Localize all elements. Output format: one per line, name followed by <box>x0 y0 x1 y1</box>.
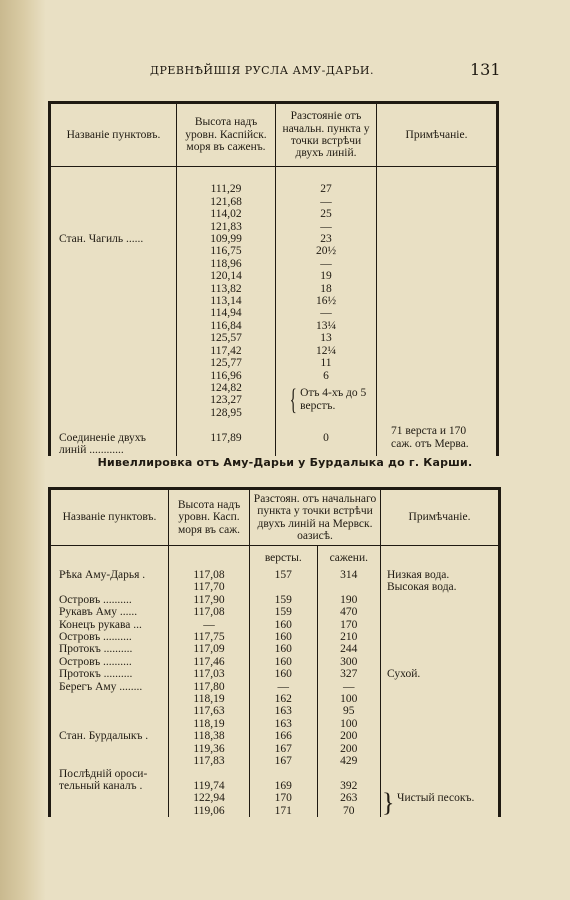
header-name: Названіе пунктовъ. <box>50 103 177 167</box>
height-value: 122,94 <box>193 792 225 805</box>
height-value: 117,09 <box>193 643 225 656</box>
distance-value: 13¼ <box>315 319 337 332</box>
header-name: Названіе пунктовъ. <box>50 489 169 546</box>
height-value: 121,68 <box>210 195 242 208</box>
distance-value: 16½ <box>315 295 337 308</box>
point-name <box>51 196 176 208</box>
note-line <box>387 606 498 618</box>
point-name: линій ............ <box>59 443 124 456</box>
brace-text-line: верстъ. <box>300 400 336 413</box>
versts-value: 167 <box>274 755 292 768</box>
brace-icon: } <box>382 788 395 817</box>
height-value: 118,19 <box>193 693 225 706</box>
sazhens-value: 190 <box>340 593 358 606</box>
note-column <box>377 167 498 457</box>
point-name: Протокъ .......... <box>59 643 133 656</box>
height-value: 109,99 <box>210 233 242 246</box>
point-name <box>51 258 176 270</box>
distance-value: 6 <box>323 369 329 382</box>
note-line <box>387 631 498 643</box>
point-name: Островъ .......... <box>59 655 132 668</box>
versts-value <box>250 768 317 780</box>
versts-column <box>250 566 318 817</box>
height-value: 117,08 <box>193 569 225 581</box>
distance-value: 25 <box>320 208 332 221</box>
versts-value: 166 <box>274 730 292 743</box>
point-name: Послѣдній ороси- <box>59 767 148 780</box>
height-value: 117,63 <box>193 705 225 718</box>
point-name <box>51 171 176 183</box>
height-value: 124,82 <box>210 381 242 394</box>
note-line: Сухой. <box>387 668 421 681</box>
height-value: 125,57 <box>210 332 242 345</box>
versts-value: 170 <box>274 792 292 805</box>
point-name <box>51 307 176 319</box>
point-name: Стан. Бурдалыкъ . <box>59 730 149 743</box>
note-line <box>387 656 498 668</box>
point-name <box>51 394 176 406</box>
heights-column <box>169 566 250 817</box>
versts-value: 159 <box>274 593 292 606</box>
table-burdalyk <box>48 487 501 817</box>
sazhens-value: 200 <box>340 742 358 755</box>
distance-value: — <box>320 307 332 320</box>
point-name: Соединеніе двухъ <box>59 431 147 444</box>
point-name <box>51 718 168 730</box>
height-value: 117,83 <box>193 755 225 768</box>
note-line <box>387 693 498 705</box>
distance-value: — <box>320 220 332 233</box>
height-value: 111,29 <box>210 183 242 196</box>
sazhens-value: — <box>343 680 355 693</box>
point-name <box>51 693 168 705</box>
versts-value: 163 <box>274 705 292 718</box>
distance-value: 11 <box>320 357 332 370</box>
sazhens-value: 200 <box>340 730 358 743</box>
height-value <box>169 768 249 780</box>
point-name: Стан. Чагиль ...... <box>59 233 144 246</box>
header-height: Высота надъ уровн. Касп. моря въ саж. <box>169 489 250 546</box>
versts-value: — <box>277 680 290 693</box>
versts-value: 157 <box>274 569 292 581</box>
note-line <box>387 705 498 717</box>
sazhens-value: 314 <box>340 569 358 581</box>
point-name: Берегъ Аму ........ <box>59 680 143 693</box>
point-name <box>51 245 176 257</box>
height-value: 120,14 <box>210 270 242 283</box>
note-line <box>387 768 498 780</box>
height-value: 128,95 <box>210 406 242 419</box>
point-name: Рѣка Аму-Дарья . <box>59 569 146 581</box>
point-name <box>51 295 176 307</box>
note-line: саж. отъ Мерва. <box>391 438 469 450</box>
brace-text-line: Отъ 4-хъ до 5 <box>300 387 367 400</box>
versts-value: 160 <box>274 655 292 668</box>
point-name: тельный каналъ . <box>59 779 143 792</box>
table-chagil <box>48 101 499 456</box>
sazhens-value: 95 <box>343 705 355 718</box>
height-value: 119,36 <box>193 742 225 755</box>
point-name <box>51 581 168 593</box>
note-line: Высокая вода. <box>387 581 457 594</box>
brace-icon: { <box>289 383 297 417</box>
distances-column <box>276 167 377 457</box>
note-line <box>387 743 498 755</box>
subheader-versts: версты. <box>250 546 318 567</box>
height-value: 117,03 <box>193 668 225 681</box>
table-header-row <box>50 103 498 167</box>
note-line <box>387 681 498 693</box>
height-value: 118,38 <box>193 730 225 743</box>
height-value: 118,19 <box>193 717 225 730</box>
height-value: 117,08 <box>193 606 225 619</box>
height-value: 117,89 <box>210 431 242 444</box>
distance-value: 12¼ <box>315 344 337 357</box>
height-value <box>177 419 275 431</box>
point-name: Островъ .......... <box>59 631 132 644</box>
distance-value: 18 <box>320 282 332 295</box>
note-line <box>387 780 498 792</box>
height-value: 116,84 <box>210 319 242 332</box>
page-number: 131 <box>470 60 501 79</box>
versts-value: 160 <box>274 631 292 644</box>
note-line <box>387 643 498 655</box>
sazhens-value: 263 <box>340 792 358 805</box>
point-name: Островъ .......... <box>59 593 132 606</box>
height-value: 114,94 <box>210 307 242 320</box>
height-value: 117,80 <box>193 680 225 693</box>
note-line <box>387 594 498 606</box>
height-value: 117,75 <box>193 631 225 644</box>
point-name <box>51 221 176 233</box>
versts-value: 160 <box>274 643 292 656</box>
height-value: 116,75 <box>210 245 242 258</box>
distance-value: — <box>320 257 332 270</box>
point-name <box>51 419 176 431</box>
note-line <box>387 805 498 817</box>
sazhens-value: 70 <box>343 804 355 817</box>
distance-value: — <box>320 195 332 208</box>
names-column <box>50 167 177 457</box>
sazhens-column <box>317 566 380 817</box>
sazhens-value <box>318 768 380 780</box>
height-value: 113,14 <box>210 295 242 308</box>
versts-value: 169 <box>274 779 292 792</box>
versts-value: 159 <box>274 606 292 619</box>
sazhens-value: 244 <box>340 643 358 656</box>
height-value: 116,96 <box>210 369 242 382</box>
sazhens-value: 327 <box>340 668 358 681</box>
height-value: 119,06 <box>193 804 225 817</box>
sazhens-value: 470 <box>340 606 358 619</box>
height-value: 118,96 <box>210 257 242 270</box>
height-value: 125,77 <box>210 357 242 370</box>
height-value: — <box>203 618 215 631</box>
header-note: Примѣчаніе. <box>377 103 498 167</box>
point-name <box>51 332 176 344</box>
height-value: 119,74 <box>193 779 225 792</box>
height-value: 117,46 <box>193 655 225 668</box>
point-name <box>51 270 176 282</box>
note-line <box>387 718 498 730</box>
sazhens-value: 100 <box>340 693 358 706</box>
table-body-row <box>50 167 498 457</box>
names-column <box>50 566 169 817</box>
distance-value <box>276 171 376 183</box>
sazhens-value <box>318 581 380 593</box>
distance-value: 19 <box>320 270 332 283</box>
sazhens-value: 210 <box>340 631 358 644</box>
header-height: Высота надъ уровн. Каспійск. моря въ саженъ. <box>177 103 276 167</box>
versts-value: 171 <box>274 804 292 817</box>
note-line <box>387 619 498 631</box>
point-name <box>51 357 176 369</box>
versts-value: 160 <box>274 618 292 631</box>
versts-value: 160 <box>274 668 292 681</box>
height-value: 113,82 <box>210 282 242 295</box>
heights-column <box>177 167 276 457</box>
point-name <box>51 183 176 195</box>
sazhens-value: 392 <box>340 779 358 792</box>
note-line: Низкая вода. <box>387 569 450 581</box>
point-name <box>51 208 176 220</box>
height-value: 121,83 <box>210 220 242 233</box>
point-name <box>51 743 168 755</box>
note-line <box>387 755 498 767</box>
point-name: Конецъ рукава ... <box>59 618 142 631</box>
point-name <box>51 705 168 717</box>
point-name <box>51 805 168 817</box>
point-name <box>51 382 176 394</box>
height-value <box>177 171 275 183</box>
distance-brace-group <box>276 382 376 419</box>
section-title: Нивеллировка отъ Аму-Дарьи у Бурдалыка до г. Карши. <box>97 456 473 469</box>
height-value: 123,27 <box>210 394 242 407</box>
note-line: 71 верста и 170 <box>391 425 467 437</box>
header-distance: Разстоян. отъ начальнаго пункта у точки встрѣчи двухъ линій на Мервск. оазисѣ. <box>250 489 381 546</box>
note-line <box>387 730 498 742</box>
table-body-row <box>50 566 500 817</box>
versts-value: 163 <box>274 717 292 730</box>
point-name <box>51 755 168 767</box>
point-name <box>51 320 176 332</box>
height-value: 117,90 <box>193 593 225 606</box>
sazhens-value: 429 <box>340 755 358 768</box>
sazhens-value: 170 <box>340 618 358 631</box>
height-value: 117,70 <box>193 581 225 594</box>
distance-value: 13 <box>320 332 332 345</box>
note-line: Чистый песокъ. <box>397 792 475 805</box>
distance-last: 0 <box>323 431 329 444</box>
point-name <box>51 345 176 357</box>
sazhens-value: 300 <box>340 655 358 668</box>
page-gutter <box>0 0 46 900</box>
point-name: Протокъ .......... <box>59 668 133 681</box>
versts-value: 167 <box>274 742 292 755</box>
distance-value: 20½ <box>315 245 337 258</box>
height-value: 117,42 <box>210 344 242 357</box>
versts-value <box>250 581 317 593</box>
distance-value: 27 <box>320 183 332 196</box>
note-column <box>381 566 500 817</box>
height-value: 114,02 <box>210 208 242 221</box>
running-head: ДРЕВНѢЙШІЯ РУСЛА АМУ-ДАРЬИ. <box>150 64 375 77</box>
distance-value: 23 <box>320 233 332 246</box>
point-name <box>51 792 168 804</box>
sazhens-value: 100 <box>340 717 358 730</box>
point-name <box>51 407 176 419</box>
table-header-row <box>50 489 500 546</box>
subheader-sazhens: сажени. <box>317 546 380 567</box>
versts-value: 162 <box>274 693 292 706</box>
point-name <box>51 370 176 382</box>
subheader-row <box>50 546 500 567</box>
point-name: Рукавъ Аму ...... <box>59 606 138 619</box>
point-name <box>51 283 176 295</box>
header-distance: Разстояніе отъ начальн. пункта у точки встрѣчи двухъ линій. <box>276 103 377 167</box>
header-note: Примѣчаніе. <box>381 489 500 546</box>
